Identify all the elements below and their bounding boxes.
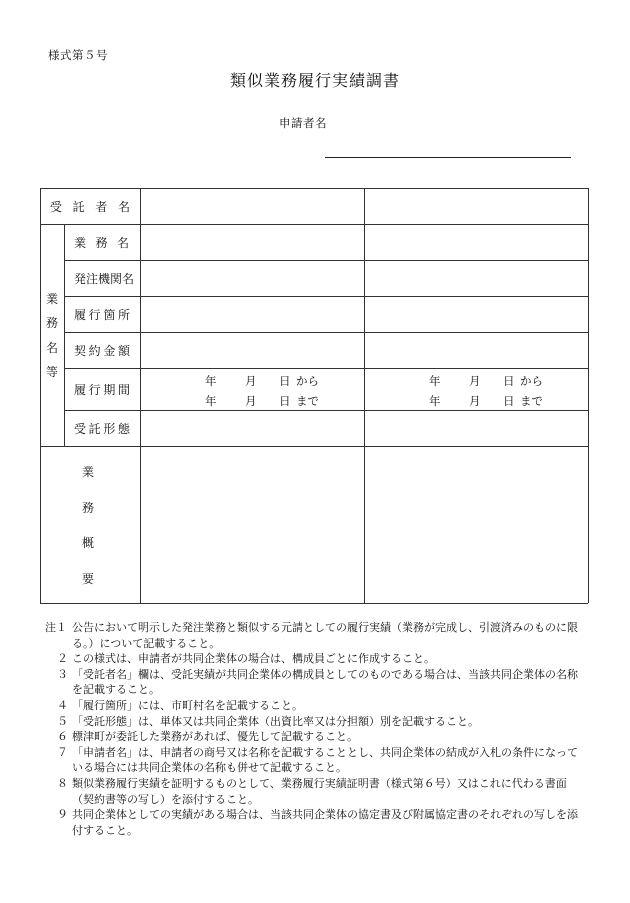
note-item: ４ 「履行箇所」には、市町村名を記載すること。 [57, 698, 303, 712]
note-item: 注１ 公告において明示した発注業務と類似する元請としての履行実績（業務が完成し、引渡済みのものに限る。）について記載すること。 [45, 621, 578, 650]
note-item: ５ 「受託形態」は、単体又は共同企業体（出資比率又は分担額）別を記載すること。 [57, 714, 479, 728]
business-name-label: 業 務 名 [74, 235, 129, 250]
note-item: ９ 共同企業体としての実績がある場合は、当該共同企業体の協定書及び附属協定書のそれぞれの写しを添付すること。 [57, 808, 578, 837]
business-summary-label: 業 務 概 要 [81, 465, 94, 586]
ordering-agency-field-1[interactable] [141, 261, 363, 296]
contract-amount-label: 契 約 金 額 [74, 343, 130, 358]
applicant-label: 申請者名 [279, 116, 327, 130]
contractor-name-field-2[interactable] [365, 189, 587, 224]
contract-form-field-1[interactable] [141, 411, 363, 446]
location-label: 履 行 箇 所 [74, 307, 130, 322]
business-name-field-2[interactable] [365, 225, 587, 260]
period-field-1[interactable]: 年 月 日 から 年 月 日 まで [205, 374, 319, 408]
note-item: ３ 「受託者名」欄は、受託実績が共同企業体の構成員としてのものである場合は、当該共同企業体の名称を記載すること。 [57, 667, 578, 697]
contract-amount-field-2[interactable] [365, 333, 587, 368]
business-name-field-1[interactable] [141, 225, 363, 260]
business-group-label: 業 務 名 等 [45, 292, 58, 379]
business-summary-field-2[interactable] [365, 447, 587, 602]
document-title: 類似業務履行実績調書 [229, 71, 400, 90]
contractor-name-label: 受 託 者 名 [50, 199, 130, 214]
contractor-name-field-1[interactable] [141, 189, 363, 224]
note-item: ６ 標津町が委託した業務があれば、優先して記載すること。 [57, 730, 358, 744]
contract-form-label: 受 託 形 態 [74, 421, 130, 436]
ordering-agency-label: 発注機関名 [74, 271, 135, 286]
period-label: 履 行 期 間 [74, 382, 130, 397]
contract-amount-field-1[interactable] [141, 333, 363, 368]
notes-section [45, 620, 588, 838]
note-item: ７ 「申請者名」は、申請者の商号又は名称を記載することとし、共同企業体の結成が入札の条件になっている場合には共同企業体の名称も併せて記載すること。 [57, 745, 578, 775]
note-item: ８ 類似業務履行実績を証明するものとして、業務履行実績証明書（様式第６号）又はこれに代わる書面（契約書等の写し）を添付すること。 [57, 776, 567, 806]
contract-form-field-2[interactable] [365, 411, 587, 446]
note-item: ２ この様式は、申請者が共同企業体の場合は、構成員ごとに作成すること。 [57, 652, 435, 666]
period-field-2[interactable]: 年 月 日 から 年 月 日 まで [429, 374, 543, 408]
business-summary-field-1[interactable] [141, 447, 363, 602]
location-field-1[interactable] [141, 297, 363, 332]
applicant-signature-line [325, 157, 571, 158]
location-field-2[interactable] [365, 297, 587, 332]
ordering-agency-field-2[interactable] [365, 261, 587, 296]
form-number: 様式第５号 [48, 48, 108, 62]
